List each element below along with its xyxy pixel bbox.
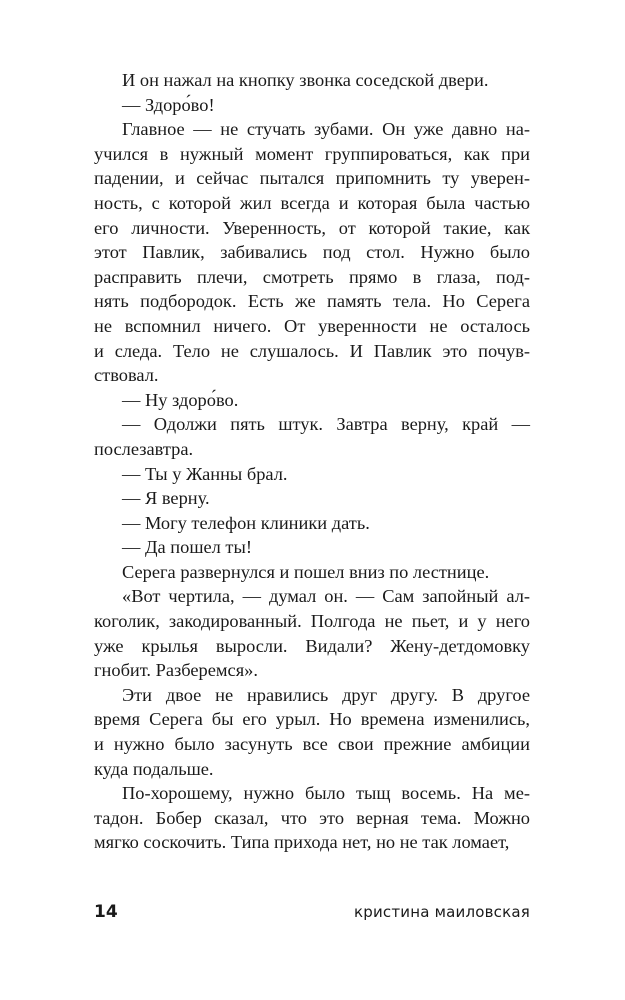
text-line: — Ты у Жанны брал. (122, 463, 288, 484)
paragraph (94, 93, 530, 118)
text-line: — Да пошел ты! (122, 537, 252, 558)
page-number: 14 (94, 902, 118, 922)
text-line: По-хорошему, нужно было тыщ восемь. На ме- (122, 783, 530, 804)
text-line: падении, и сейчас пытался припомнить ту уверен- (94, 168, 530, 189)
paragraph (94, 683, 530, 781)
paragraph (94, 412, 530, 461)
page-footer (94, 902, 530, 926)
text-line: мягко соскочить. Типа прихода нет, но не так ломает, (94, 832, 510, 853)
text-line: ствовал. (94, 365, 159, 386)
paragraph (94, 68, 530, 93)
paragraph (94, 584, 530, 682)
paragraph (94, 560, 530, 585)
text-line: нять подбородок. Есть же память тела. Но Серега (94, 291, 530, 312)
text-line: уже крылья выросли. Видали? Жену-детдомовку (94, 635, 530, 656)
paragraph (94, 462, 530, 487)
text-line: — Одолжи пять штук. Завтра верну, край — (122, 414, 530, 435)
text-line: и следа. Тело не слушалось. И Павлик это почув- (94, 340, 530, 361)
text-line: Главное — не стучать зубами. Он уже давно на- (122, 119, 530, 140)
paragraph (94, 511, 530, 536)
text-line: не вспомнил ничего. От уверенности не осталось (94, 315, 530, 336)
text-line: этот Павлик, забивались под стол. Нужно было (94, 242, 530, 263)
text-line: гнобит. Разберемся». (94, 660, 258, 681)
text-line: расправить плечи, смотреть прямо в глаза, под- (94, 266, 530, 287)
text-line: послезавтра. (94, 438, 194, 459)
paragraphs (94, 68, 530, 855)
text-line: — Я верну. (122, 488, 210, 509)
text-line: коголик, закодированный. Полгода не пьет, и у него (94, 611, 530, 632)
text-line: его личности. Уверенность, от которой такие, как (94, 217, 530, 238)
text-line: и нужно было засунуть все свои прежние амбиции (94, 734, 530, 755)
paragraph (94, 388, 530, 413)
text-line: — Могу телефон клиники дать. (122, 512, 370, 533)
text-line: И он нажал на кнопку звонка соседской двери. (122, 70, 489, 90)
text-line: Эти двое не нравились друг другу. В другое (122, 684, 530, 705)
text-line: тадон. Бобер сказал, что это верная тема. Можно (94, 807, 530, 828)
text-line: — Ну здоро́во. (122, 389, 239, 410)
text-line: «Вот чертила, — думал он. — Сам запойный ал- (122, 586, 530, 607)
text-line: ность, с которой жил всегда и которая была частью (94, 192, 530, 213)
text-line: куда подальше. (94, 758, 214, 779)
running-title: кристина маиловская (353, 903, 530, 921)
page-body (94, 68, 530, 855)
text-line: — Здоро́во! (122, 94, 215, 115)
paragraph (94, 117, 530, 388)
paragraph (94, 535, 530, 560)
text-line: учился в нужный момент группироваться, как при (94, 143, 530, 164)
text-line: Серега развернулся и пошел вниз по лестнице. (122, 561, 490, 582)
paragraph (94, 486, 530, 511)
text-line: время Серега бы его урыл. Но времена изменились, (94, 709, 530, 730)
paragraph (94, 781, 530, 855)
